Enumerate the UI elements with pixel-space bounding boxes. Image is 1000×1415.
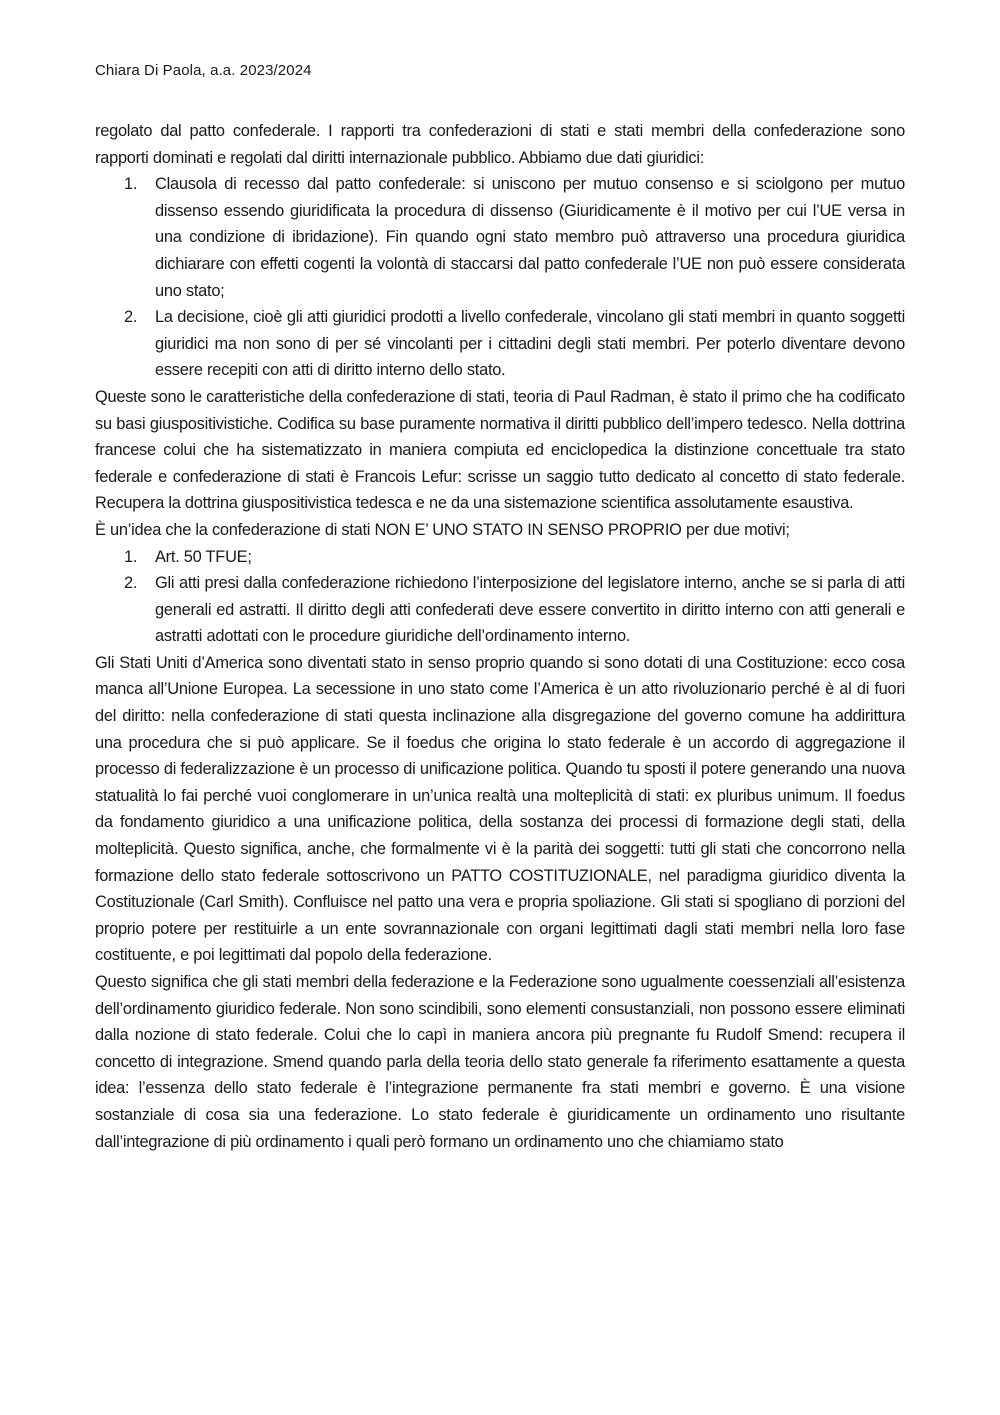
paragraph-4: Gli Stati Uniti d’America sono diventati stato in senso proprio quando si sono dotati di una Costituzione: ecco cosa manca all’Unione Europea. La secessione in uno stato come l’America è un atto rivoluzionario perché è al di fuori del diritto: nella confederazione di stati questa inclinazione alla disgregazione del governo comune ha addirittura una procedura che si può applicare. Se il foedus che origina lo stato federale è un accordo di aggregazione il processo di federalizzazione è un processo di unificazione politica. Quando tu sposti il potere generando una nuova statualità lo fai perché vuoi conglomerare in un’unica realtà una molteplicità di stati: ex pluribus unimum. Il foedus da fondamento giuridico a una unificazione politica, della sostanza dei processi di formazione degli stati, della molteplicità. Questo significa, anche, che formalmente vi è la parità dei soggetti: tutti gli stati che concorrono nella formazione dello stato federale sottoscrivono un PATTO COSTITUZIONALE, nel paradigma giuridico diventa la Costituzionale (Carl Smith). Confluisce nel patto una vera e propria spoliazione. Gli stati si spogliano di porzioni del proprio potere per restituirle a un ente sovrannazionale con organi legittimati dagli stati membri nella loro fase costituente, e poi legittimati dal popolo della federazione. (95, 653, 905, 965)
list-item-number: 1. (124, 547, 138, 566)
list-item-number: 2. (124, 574, 138, 593)
page-header: Chiara Di Paola, a.a. 2023/2024 (95, 62, 312, 79)
paragraph-1: regolato dal patto confederale. I rapporti tra confederazioni di stati e stati membri della confederazione sono rapporti dominati e regolati dal diritti internazionale pubblico. Abbiamo due dati giuridici: (95, 122, 905, 167)
list-item (124, 171, 905, 304)
paragraph-5: Questo significa che gli stati membri della federazione e la Federazione sono ugualmente coessenziali all’esistenza dell’ordinamento giuridico federale. Non sono scindibili, sono elementi consustanziali, non possono essere eliminati dalla nozione di stato federale. Colui che lo capì in maniera ancora più pregnante fu Rudolf Smend: recupera il concetto di integrazione. Smend quando parla della teoria dello stato generale fa riferimento esattamente a questa idea: l’essenza dello stato federale è l’integrazione permanente fra stati membri e governo. È una visione sostanziale di cosa sia una federazione. Lo stato federale è giuridicamente un ordinamento uno risultante dall’integrazione di più ordinamento i quali però formano un ordinamento uno che chiamiamo stato (95, 973, 905, 1151)
list-item-text: Art. 50 TFUE; (155, 547, 252, 566)
numbered-list-2 (95, 544, 905, 650)
list-item-text: Clausola di recesso dal patto confederale: si uniscono per mutuo consenso e si sciolgono per mutuo dissenso essendo giuridificata la procedura di dissenso (Giuridicamente è il motivo per cui l’UE versa in una condizione di ibridazione). Fin quando ogni stato membro può attraverso una procedura giuridica dichiarare con effetti cogenti la volontà di staccarsi dal patto confederale l’UE non può essere considerata uno stato; (155, 175, 905, 300)
list-item-number: 2. (124, 308, 138, 327)
list-item (124, 570, 905, 650)
list-item (124, 544, 905, 571)
list-item-number: 1. (124, 175, 138, 194)
list-item-text: Gli atti presi dalla confederazione richiedono l’interposizione del legislatore interno, anche se si parla di atti generali ed astratti. Il diritto degli atti confederati deve essere convertito in diritto interno con atti generali e astratti adottati con le procedure giuridiche dell’ordinamento interno. (155, 574, 905, 646)
paragraph-3: È un’idea che la confederazione di stati NON E’ UNO STATO IN SENSO PROPRIO per due motivi; (95, 520, 790, 539)
page-content (95, 118, 905, 1155)
list-item-text: La decisione, cioè gli atti giuridici prodotti a livello confederale, vincolano gli stati membri in quanto soggetti giuridici ma non sono di per sé vincolanti per i cittadini degli stati membri. Per poterlo diventare devono essere recepiti con atti di diritto interno dello stato. (155, 308, 905, 380)
numbered-list-1 (95, 171, 905, 384)
paragraph-2: Queste sono le caratteristiche della confederazione di stati, teoria di Paul Radman, è stato il primo che ha codificato su basi giuspositivistiche. Codifica su base puramente normativa il diritti pubblico dell’impero tedesco. Nella dottrina francese colui che ha sistematizzato in maniera compiuta ed enciclopedica la distinzione concettuale tra stato federale e confederazione di stati è Francois Lefur: scrisse un saggio tutto dedicato al concetto di stato federale. Recupera la dottrina giuspositivistica tedesca e ne da una sistemazione scientifica assolutamente esaustiva. (95, 387, 905, 513)
list-item (124, 304, 905, 384)
